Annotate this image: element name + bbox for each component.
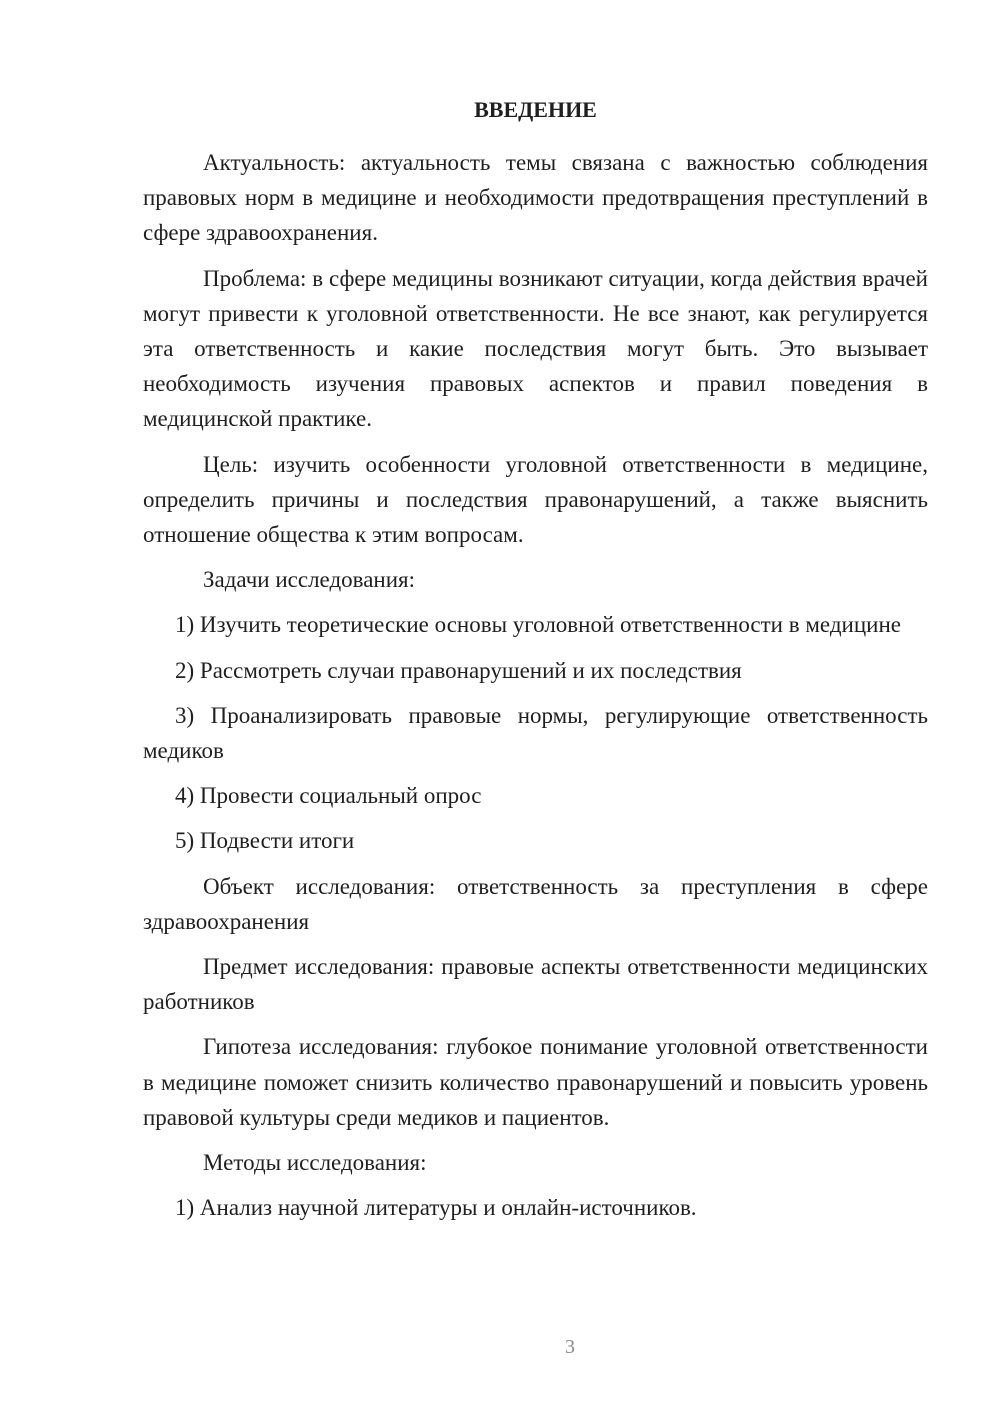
object-paragraph: Объект исследования: ответственность за преступления в сфере здравоохранения xyxy=(143,873,928,934)
section-heading: ВВЕДЕНИЕ xyxy=(474,97,597,122)
hypothesis-paragraph: Гипотеза исследования: глубокое понимание уголовной ответственности в медицине поможет снизить количество правонарушений и повысить уровень правовой культуры среди медиков и пациентов. xyxy=(143,1034,928,1130)
relevance-paragraph: Актуальность: актуальность темы связана с важностью соблюдения правовых норм в медицине и необходимости предотвращения преступлений в сфере здравоохранения. xyxy=(143,150,928,246)
method-item: 1) Анализ научной литературы и онлайн-источников. xyxy=(175,1195,697,1221)
task-item: 1) Изучить теоретические основы уголовной ответственности в медицине xyxy=(175,612,901,638)
problem-paragraph: Проблема: в сфере медицины возникают ситуации, когда действия врачей могут привести к уголовной ответственности. Не все знают, как регулируется эта ответственность и какие последствия могут быть. Это вызывает необходимость изучения правовых аспектов и правил поведения в медицинской практике. xyxy=(143,265,928,432)
task-item: 4) Провести социальный опрос xyxy=(175,783,482,809)
methods-title: Методы исследования: xyxy=(203,1150,427,1176)
task-item: 3) Проанализировать правовые нормы, регулирующие ответственность медиков xyxy=(143,702,928,764)
tasks-title: Задачи исследования: xyxy=(203,567,416,593)
subject-paragraph: Предмет исследования: правовые аспекты ответственности медицинских работников xyxy=(143,954,928,1015)
page-number: 3 xyxy=(565,1336,575,1358)
document-page xyxy=(143,95,928,1235)
task-item: 5) Подвести итоги xyxy=(175,828,355,854)
goal-paragraph: Цель: изучить особенности уголовной ответственности в медицине, определить причины и последствия правонарушений, а также выяснить отношение общества к этим вопросам. xyxy=(143,451,928,548)
task-item: 2) Рассмотреть случаи правонарушений и их последствия xyxy=(175,657,742,683)
